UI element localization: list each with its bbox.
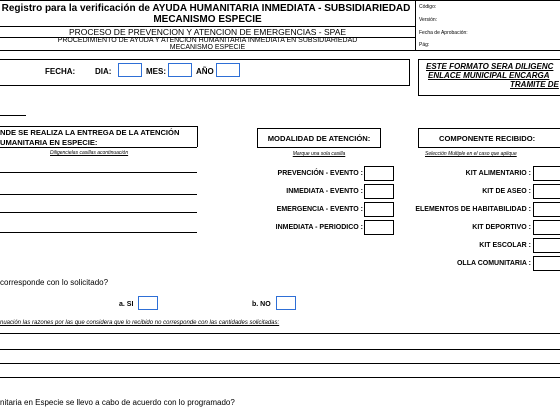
component-option-label: OLLA COMUNITARIA : [456,260,531,267]
option-yes-label: a. SI [119,301,134,308]
day-label: DIA: [95,67,112,76]
delivery-title-line1: NDE SE REALIZA LA ENTREGA DE LA ATENCIÓN [0,128,180,137]
kit-hygiene-checkbox[interactable] [533,184,560,199]
notice-line3: TRAMITE DE [510,80,559,89]
modality-hint: Marque una sola casilla [292,151,346,157]
modality-option-label: INMEDIATA - PERIODICO : [275,224,363,231]
reasons-hint: nuación las razones por las que considera que lo recibido no corresponde con las cantidades solicitadas: [0,320,280,326]
meta-approval-date-label: Fecha de Aprobación: [419,30,468,36]
delivery-hint: Diligencielas casillas acontinuación [50,150,129,156]
month-label: MES: [146,67,166,76]
delivery-line [0,172,197,173]
reasons-line [0,333,560,334]
document-title-line1: Registro para la verificación de AYUDA HUMANITARIA INMEDIATA - SUBSIDIARIEDAD [1,3,411,14]
day-input[interactable] [118,63,142,77]
reasons-line [0,377,560,378]
option-no-checkbox[interactable] [276,296,296,310]
component-option-label: ELEMENTOS DE HABITABILIDAD : [415,206,531,213]
delivery-line [0,212,197,213]
component-option-label: KIT ESCOLAR : [479,242,531,249]
reasons-line [0,349,560,350]
reasons-line [0,363,560,364]
component-option-label: KIT DE ASEO : [482,188,531,195]
modality-option-label: PREVENCIÓN - EVENTO : [277,170,363,177]
habitability-elements-checkbox[interactable] [533,202,560,217]
component-hint: Selección Multiple en el caso que aplique [425,151,517,157]
delivery-line [0,194,197,195]
kit-school-checkbox[interactable] [533,238,560,253]
delivery-title-line2: UMANITARIA EN ESPECIE: [0,138,98,147]
notice-line1: ESTE FORMATO SERA DILIGENC [426,62,554,71]
notice-line2: ENLACE MUNICIPAL ENCARGA [428,71,550,80]
year-label: AÑO [196,67,214,76]
process-subtitle: PROCESO DE PREVENCION Y ATENCION DE EMERGENCIAS - SPAE [68,27,347,37]
meta-version-label: Versión: [419,17,438,23]
option-no-label: b. NO [252,301,271,308]
delivery-line [0,232,197,233]
question1-text: corresponde con lo solicitado? [0,278,109,287]
component-title: COMPONENTE RECIBIDO: [439,134,536,143]
month-input[interactable] [168,63,192,77]
modality-title: MODALIDAD DE ATENCIÓN: [267,134,371,143]
procedure-line1: PROCEDIMIENTO DE AYUDA Y ATENCION HUMANITARIA INMEDIATA EN SUBSIDIARIEDAD [57,37,358,44]
modality-option-label: INMEDIATA - EVENTO : [286,188,363,195]
component-option-label: KIT DEPORTIVO : [472,224,531,231]
kit-sports-checkbox[interactable] [533,220,560,235]
meta-code-label: Código: [419,4,437,10]
year-input[interactable] [216,63,240,77]
option-yes-checkbox[interactable] [138,296,158,310]
component-option-label: KIT ALIMENTARIO : [465,170,531,177]
date-label: FECHA: [45,67,76,76]
kit-food-checkbox[interactable] [533,166,560,181]
question2-text: nitaria en Especie se llevo a cabo de acuerdo con lo programado? [0,398,235,407]
delivery-title-right-border [197,126,198,147]
delivery-title-border [0,147,197,148]
community-pot-checkbox[interactable] [533,256,560,271]
procedure-line2: MECANISMO ESPECIE [169,44,246,51]
meta-page-label: Pág: [419,42,430,48]
document-title-line2: MECANISMO ESPECIE [153,14,262,25]
modality-option-label: EMERGENCIA - EVENTO : [276,206,363,213]
divider [0,115,26,116]
